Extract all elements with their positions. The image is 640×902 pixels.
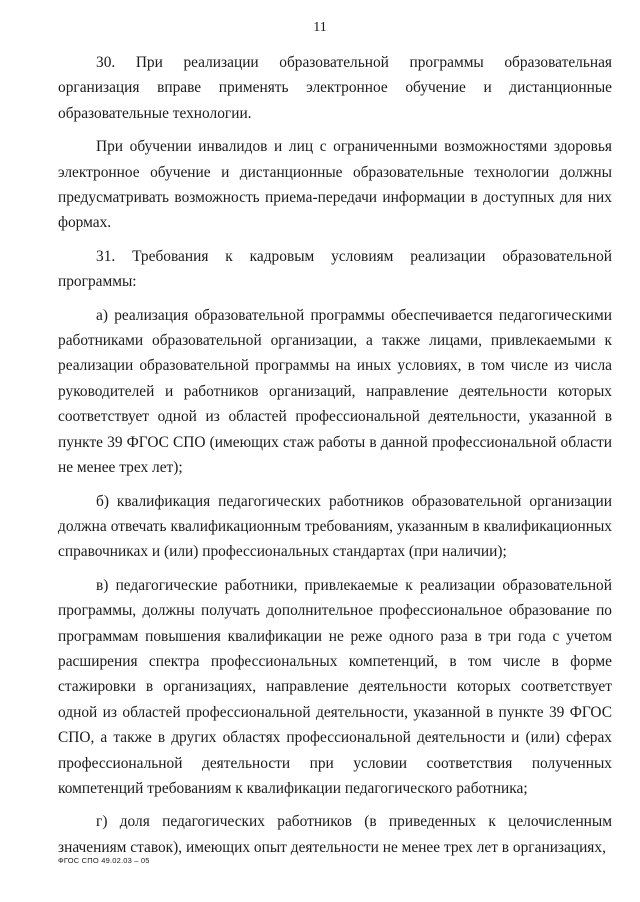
paragraph-31: 31. Требования к кадровым условиям реализации образовательной программы:: [58, 247, 612, 291]
paragraph-31-a: а) реализация образовательной программы обеспечивается педагогическими работниками образовательной организации, а также лицами, привлекаемыми к реализации образовательной программы на иных условиях, в том числе из числа руководителей и работников организаций, направление деятельности которых соответствует одной из областей профессиональной деятельности, указанной в пункте 39 ФГОС СПО (имеющих стаж работы в данной профессиональной области не менее трех лет);: [58, 306, 612, 477]
paragraph-31-v: в) педагогические работники, привлекаемые к реализации образовательной программы, должны получать дополнительное профессиональное образование по программам повышения квалификации не реже одного раза в три года с учетом расширения спектра профессиональных компетенций, в том числе в форме стажировки в организациях, направление деятельности которых соответствует одной из областей профессиональной деятельности, указанной в пункте 39 ФГОС СПО, а также в других областях профессиональной деятельности и (или) сферах профессиональной деятельности при условии соответствия полученных компетенций требованиям к квалификации педагогического работника;: [58, 576, 612, 797]
paragraph-31-g: г) доля педагогических работников (в приведенных к целочисленным значениям ставок), имеющих опыт деятельности не менее трех лет в организациях,: [58, 813, 612, 856]
paragraph-30: 30. При реализации образовательной программы образовательная организация вправе применять электронное обучение и дистанционные образовательные технологии.: [58, 54, 612, 122]
paragraph-31-b: б) квалификация педагогических работников образовательной организации должна отвечать квалификационным требованиям, указанным в квалификационных справочниках и (или) профессиональных стандартах (при наличии);: [58, 492, 612, 561]
paragraph-30-disabled-learners: При обучении инвалидов и лиц с ограниченными возможностями здоровья электронное обучение и дистанционные образовательные технологии должны предусматривать возможность приема-передачи информации в доступных для них формах.: [58, 138, 612, 232]
document-footer: ФГОС СПО 49.02.03 – 05: [58, 856, 150, 865]
page-number: 11: [313, 20, 327, 35]
document-body: [58, 50, 612, 860]
